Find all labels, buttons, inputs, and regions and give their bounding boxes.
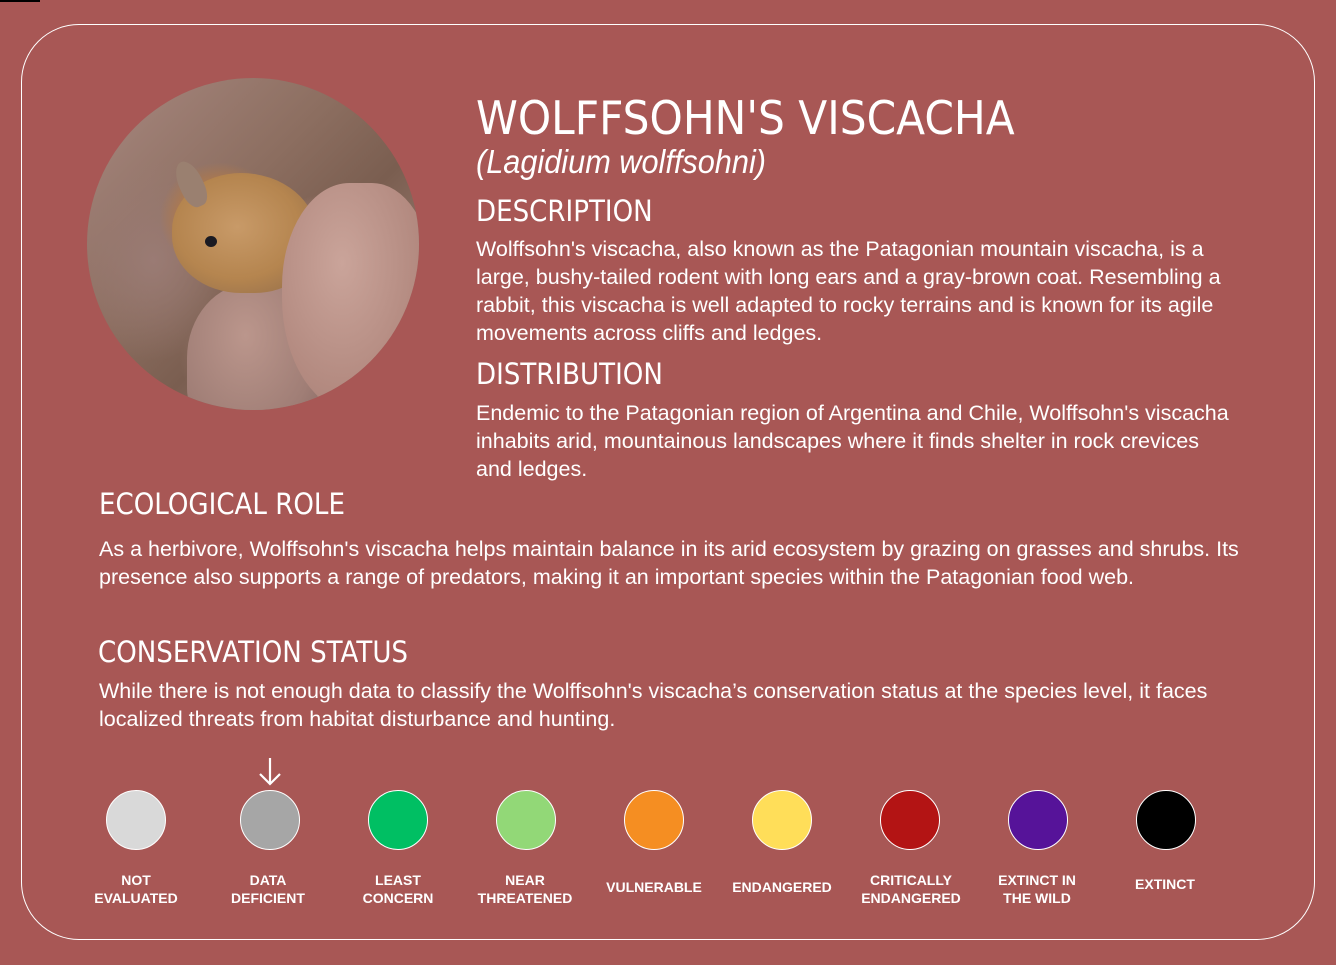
species-photo	[87, 78, 419, 410]
down-arrow-icon	[256, 756, 284, 788]
status-label-line2: THREATENED	[477, 890, 573, 906]
status-dot-critically-endangered	[880, 790, 940, 850]
status-label-line2: DEFICIENT	[231, 890, 305, 906]
ecological-role-text: As a herbivore, Wolffsohn's viscacha helps maintain balance in its arid ecosystem by grazing on grasses and shrubs. Its presence also supports a range of predators, making it an important species within the Patagonian food web.	[99, 537, 1239, 589]
status-dot-least-concern	[368, 790, 428, 850]
status-label-line1: EXTINCT IN	[998, 872, 1076, 888]
description-heading: DESCRIPTION	[476, 194, 653, 228]
status-label-least-concern	[328, 871, 468, 907]
status-label-line1: DATA	[249, 872, 287, 888]
status-label-line1: NOT	[121, 872, 151, 888]
status-dot-extinct	[1136, 790, 1196, 850]
species-common-name: WOLFFSOHN'S VISCACHA	[476, 91, 1015, 145]
status-label-line1: ENDANGERED	[732, 879, 832, 895]
species-scientific-name: (Lagidium wolffsohni)	[476, 143, 766, 180]
status-dot-vulnerable	[624, 790, 684, 850]
status-label-line1: VULNERABLE	[606, 879, 702, 895]
status-dot-data-deficient	[240, 790, 300, 850]
status-label-critically-endangered	[841, 871, 981, 907]
status-label-line1: EXTINCT	[1135, 876, 1195, 892]
status-dot-not-evaluated	[106, 790, 166, 850]
status-label-line1: CRITICALLY	[870, 872, 952, 888]
conservation-status-text: While there is not enough data to classify the Wolffsohn's viscacha’s conservation status at the species level, it faces localized threats from habitat disturbance and hunting.	[99, 679, 1208, 731]
top-edge-bar	[0, 0, 40, 2]
status-label-line2: CONCERN	[362, 890, 434, 906]
status-label-line2: THE WILD	[1003, 890, 1071, 906]
status-label-vulnerable	[584, 878, 724, 896]
status-dot-near-threatened	[496, 790, 556, 850]
status-label-line2: ENDANGERED	[861, 890, 961, 906]
status-label-endangered	[712, 878, 852, 896]
distribution-heading: DISTRIBUTION	[476, 357, 663, 391]
distribution-text: Endemic to the Patagonian region of Argentina and Chile, Wolffsohn's viscacha inhabits arid, mountainous landscapes where it finds shelter in rock crevices and ledges.	[476, 401, 1229, 481]
conservation-status-heading: CONSERVATION STATUS	[98, 635, 409, 669]
photo-animal-eye	[205, 236, 217, 247]
status-label-line1: LEAST	[375, 872, 421, 888]
status-dot-extinct-in-the-wild	[1008, 790, 1068, 850]
status-label-extinct-in-the-wild	[967, 871, 1107, 907]
status-label-line1: NEAR	[505, 872, 545, 888]
status-label-near-threatened	[455, 871, 595, 907]
status-label-not-evaluated	[66, 871, 206, 907]
status-label-extinct	[1095, 875, 1235, 893]
status-dot-endangered	[752, 790, 812, 850]
ecological-role-heading: ECOLOGICAL ROLE	[99, 487, 345, 521]
photo-rock-shape-right	[282, 183, 419, 410]
description-text: Wolffsohn's viscacha, also known as the Patagonian mountain viscacha, is a large, bushy-tailed rodent with long ears and a gray-brown coat. Resembling a rabbit, this viscacha is well adapted to rocky terrains and is known for its agile movements across cliffs and ledges.	[476, 237, 1221, 345]
species-header	[476, 90, 1276, 181]
status-label-data-deficient	[198, 871, 338, 907]
status-label-line2: EVALUATED	[94, 890, 178, 906]
